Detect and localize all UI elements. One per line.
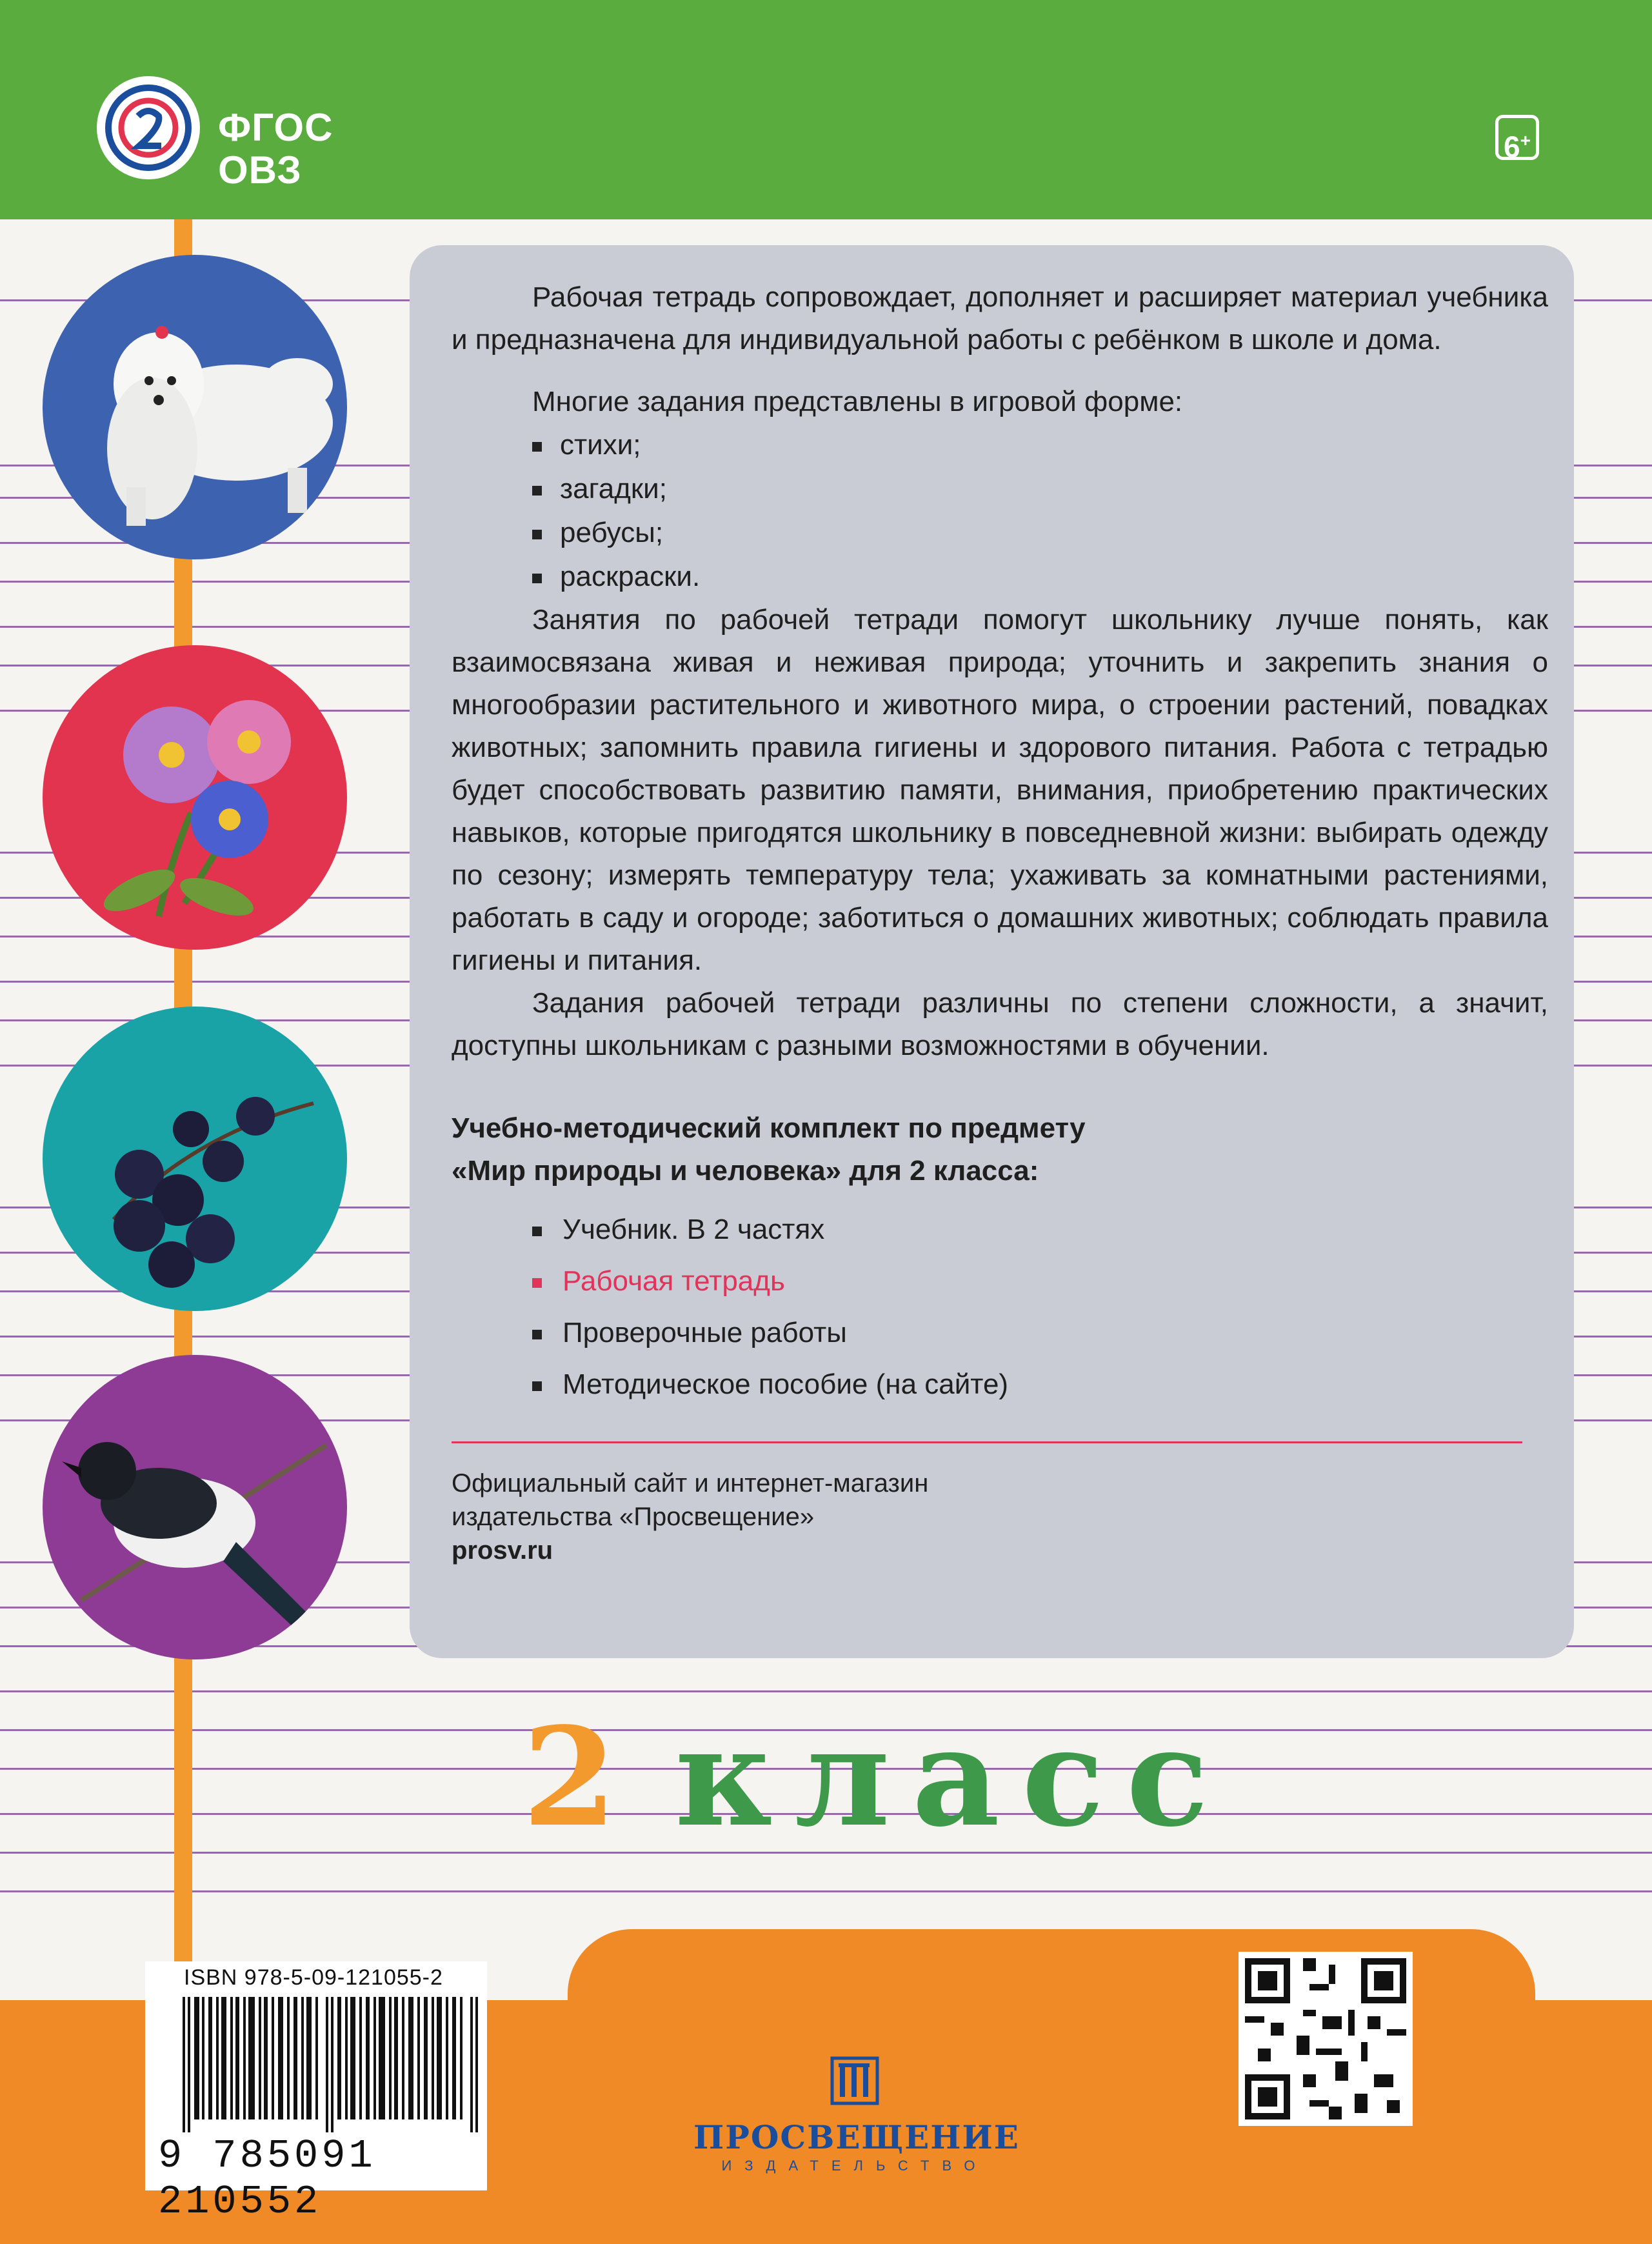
list-item xyxy=(532,1307,1548,1359)
dog-illustration xyxy=(43,255,347,559)
rule-line xyxy=(0,1690,1652,1692)
fgos-logo-icon xyxy=(97,76,200,179)
grade-title xyxy=(522,1698,1231,1857)
list-item-text: раскраски. xyxy=(560,561,701,592)
list-item xyxy=(532,1359,1548,1410)
asters-illustration xyxy=(43,645,347,950)
bullet-square-icon xyxy=(532,1278,542,1288)
game-forms-intro: Многие задания представлены в игровой форме: xyxy=(532,386,1183,417)
benefits-paragraph: Занятия по рабочей тетради помогут школьнику лучше понять, как взаимосвязана живая и неживая природа; уточнить и закрепить знания о многообразии растительного и животного мира, о строении растений, повадках животных; запомнить правила гигиены и здорового питания. Работа с тетрадью будет способствовать развитию памяти, внимания, приобретению практических навыков, которые пригодятся школьнику в повседневной жизни: выбирать одежду по сезону; измерять температуру тела; ухаживать за комнатными растениями, работать в саду и огороде; заботиться о домашних животных; соблюдать правила гигиены и питания. xyxy=(452,604,1548,976)
intro-paragraph: Рабочая тетрадь сопровождает, дополняет и расширяет материал учебника и предназначена для индивидуальной работы с ребёнком в школе и дома. xyxy=(452,281,1548,356)
isbn-barcode-block xyxy=(145,1961,487,2225)
bullet-square-icon xyxy=(532,486,542,496)
list-item-text: ребусы; xyxy=(560,517,664,548)
age-rating-plus: + xyxy=(1520,130,1531,150)
bullet-square-icon xyxy=(532,442,542,452)
list-item xyxy=(532,511,1548,555)
game-forms-list xyxy=(452,423,1548,599)
grade-word: класс xyxy=(675,1698,1231,1857)
publisher-emblem-icon xyxy=(826,2052,884,2110)
isbn-digits: 9 785091 210552 xyxy=(158,2133,376,2225)
difficulty-paragraph: Задания рабочей тетради различны по степени сложности, а значит, доступны школьникам с разными возможностями в обучении. xyxy=(452,987,1548,1061)
site-line-2: издательства «Просвещение» xyxy=(452,1503,815,1531)
bullet-square-icon xyxy=(532,1330,542,1339)
magpie-illustration xyxy=(43,1355,347,1659)
list-item-current xyxy=(532,1256,1548,1307)
logo-line-1: ФГОС xyxy=(218,106,333,149)
berry-icon xyxy=(43,1007,347,1311)
age-rating-value: 6 xyxy=(1504,130,1520,164)
list-item-text: Проверочные работы xyxy=(562,1317,847,1348)
age-rating-badge xyxy=(1495,115,1539,164)
list-item xyxy=(532,423,1548,467)
kit-title-line-2: «Мир природы и человека» для 2 класса: xyxy=(452,1155,1039,1187)
bullet-square-icon xyxy=(532,1227,542,1236)
blackcurrant-illustration xyxy=(43,1007,347,1311)
kit-list xyxy=(452,1204,1548,1410)
list-item xyxy=(532,467,1548,511)
list-item-text: Учебник. В 2 частях xyxy=(562,1214,825,1245)
divider xyxy=(452,1441,1522,1443)
flower-icon xyxy=(43,645,347,950)
list-item-text: загадки; xyxy=(560,473,667,505)
publisher-name: ПРОСВЕЩЕНИЕ xyxy=(693,2118,1020,2156)
barcode-icon xyxy=(183,1997,479,2132)
bullet-square-icon xyxy=(532,530,542,539)
grade-number: 2 xyxy=(522,1698,617,1857)
kit-title xyxy=(452,1107,1548,1192)
logo-line-2: ОВЗ xyxy=(218,148,302,192)
rule-line xyxy=(0,1890,1652,1892)
publisher-subtitle: ИЗДАТЕЛЬСТВО xyxy=(721,2158,988,2174)
isbn-label: ISBN 978-5-09-121055-2 xyxy=(184,1965,443,1990)
list-item-text: Рабочая тетрадь xyxy=(562,1265,785,1297)
description-panel xyxy=(410,245,1574,1658)
site-url: prosv.ru xyxy=(452,1536,553,1565)
list-item-text: стихи; xyxy=(560,429,641,461)
qr-code-icon xyxy=(1239,1952,1413,2126)
list-item xyxy=(532,1204,1548,1256)
bullet-square-icon xyxy=(532,574,542,583)
publisher-logo xyxy=(693,2052,1020,2174)
bullet-square-icon xyxy=(532,1381,542,1391)
list-item xyxy=(532,555,1548,599)
kit-title-line-1: Учебно-методический комплект по предмету xyxy=(452,1112,1086,1144)
dog-icon xyxy=(43,255,347,559)
fgos-logo-text xyxy=(218,106,333,192)
bird-icon xyxy=(43,1355,347,1659)
site-line-1: Официальный сайт и интернет-магазин xyxy=(452,1469,929,1498)
site-info xyxy=(452,1467,1548,1567)
list-item-text: Методическое пособие (на сайте) xyxy=(562,1368,1009,1400)
